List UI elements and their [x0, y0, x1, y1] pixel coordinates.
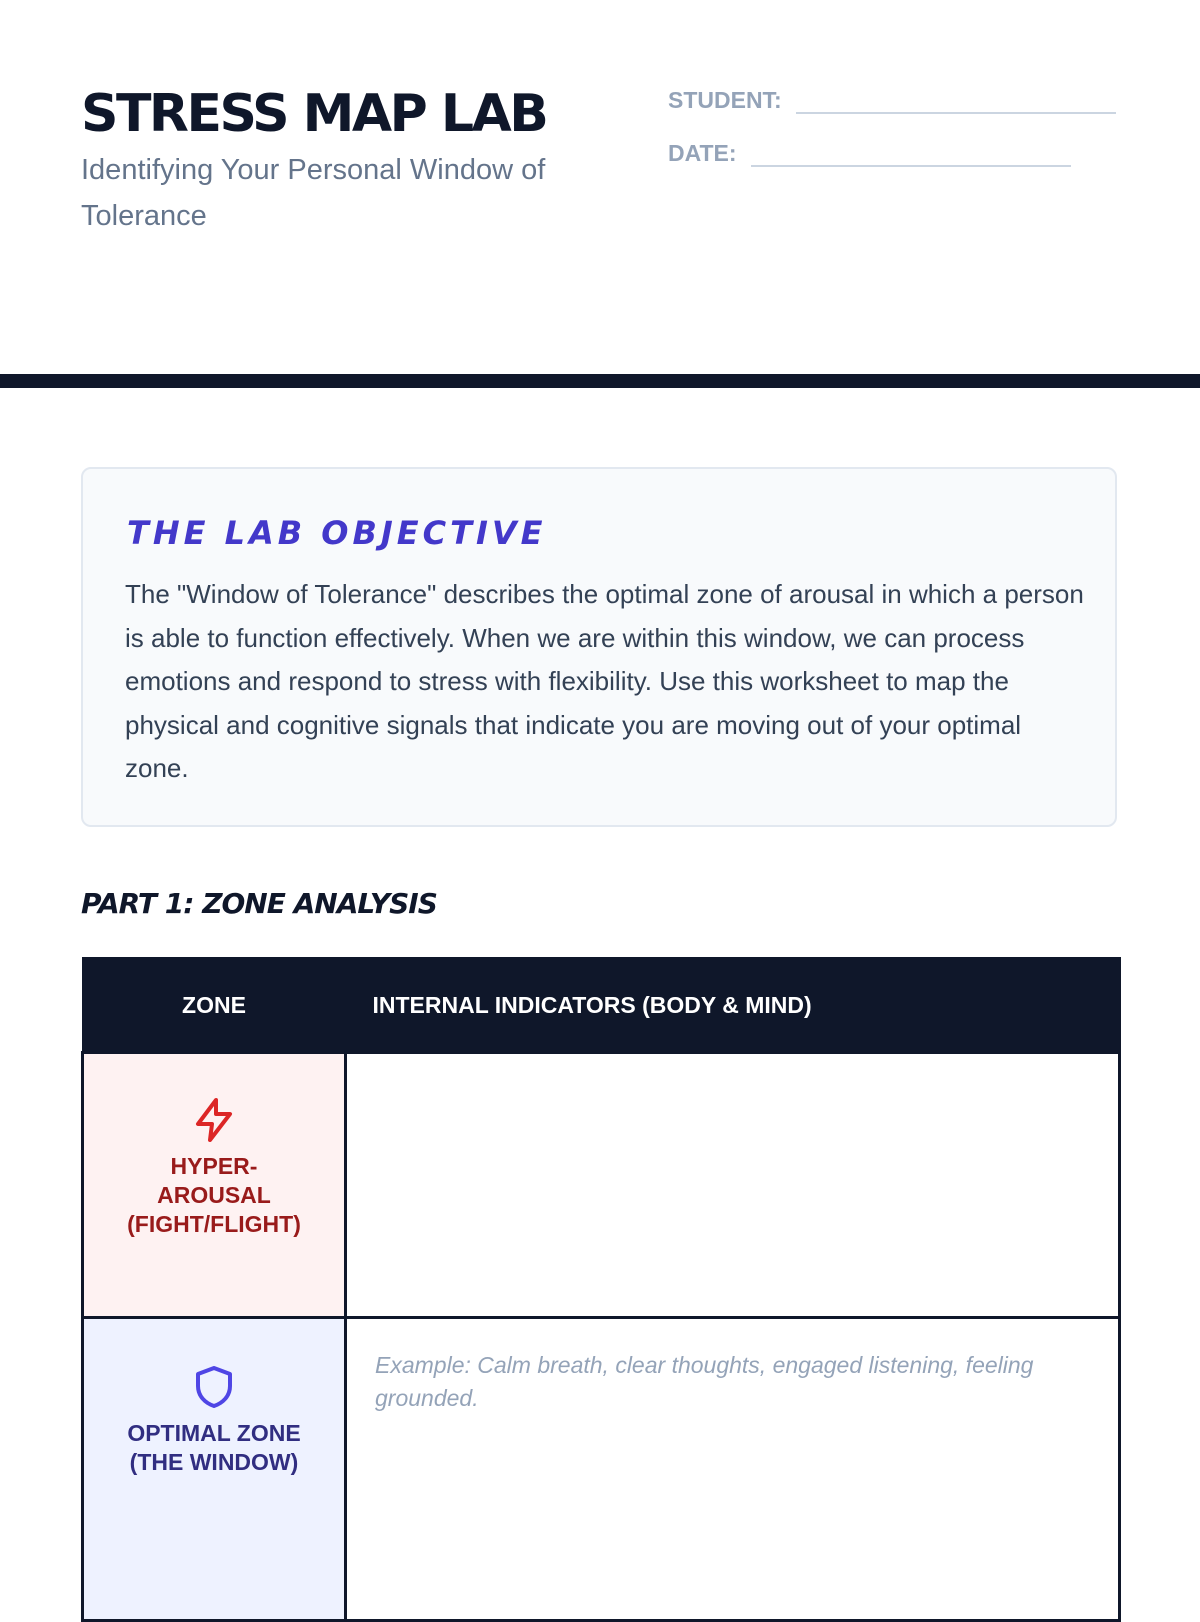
student-label: STUDENT: — [668, 87, 782, 113]
part1-title: PART 1: ZONE ANALYSIS — [81, 887, 437, 920]
indicators-cell-optimal[interactable] — [346, 1318, 1120, 1621]
indicators-cell-hyperarousal[interactable] — [346, 1053, 1120, 1318]
indicators-column-header: INTERNAL INDICATORS (BODY & MIND) — [346, 958, 1120, 1053]
table-header-row — [83, 958, 1120, 1053]
page-title: STRESS MAP LAB — [81, 84, 547, 144]
lightning-bolt-icon — [190, 1096, 238, 1144]
objective-title: THE LAB OBJECTIVE — [127, 514, 547, 552]
zone-label-hyperarousal — [84, 1152, 344, 1239]
date-line[interactable] — [751, 141, 1071, 167]
table-row — [83, 1318, 1120, 1621]
zone-cell-hyperarousal — [83, 1053, 346, 1318]
table-row — [83, 1053, 1120, 1318]
page-subtitle: Identifying Your Personal Window of Tolerance — [81, 154, 546, 232]
zone-label-line: AROUSAL — [157, 1182, 271, 1208]
zone-label-line: (FIGHT/FLIGHT) — [127, 1211, 301, 1237]
header-divider — [0, 374, 1200, 388]
student-name-line[interactable] — [796, 88, 1116, 114]
student-field — [668, 86, 1116, 114]
zone-label-optimal — [84, 1419, 344, 1477]
date-label: DATE: — [668, 140, 737, 166]
zone-cell-optimal — [83, 1318, 346, 1621]
zone-column-header: ZONE — [83, 958, 346, 1053]
example-hint-text: Example: Calm breath, clear thoughts, engaged listening, feeling grounded. — [375, 1352, 1034, 1411]
objective-box — [81, 467, 1117, 827]
zone-label-line: (THE WINDOW) — [129, 1449, 299, 1475]
date-field — [668, 139, 1071, 167]
zone-analysis-table — [81, 957, 1121, 1622]
shield-icon — [190, 1363, 238, 1411]
objective-body: The "Window of Tolerance" describes the optimal zone of arousal in which a person is able to function effectively. When we are within this window, we can process emotions and respond to stress with flexibility. Use this worksheet to map the physical and cognitive signals that indicate you are moving out of your optimal zone. — [125, 579, 1084, 783]
worksheet-header — [0, 0, 1200, 374]
zone-label-line: OPTIMAL ZONE — [127, 1420, 301, 1446]
zone-label-line: HYPER- — [170, 1153, 258, 1179]
